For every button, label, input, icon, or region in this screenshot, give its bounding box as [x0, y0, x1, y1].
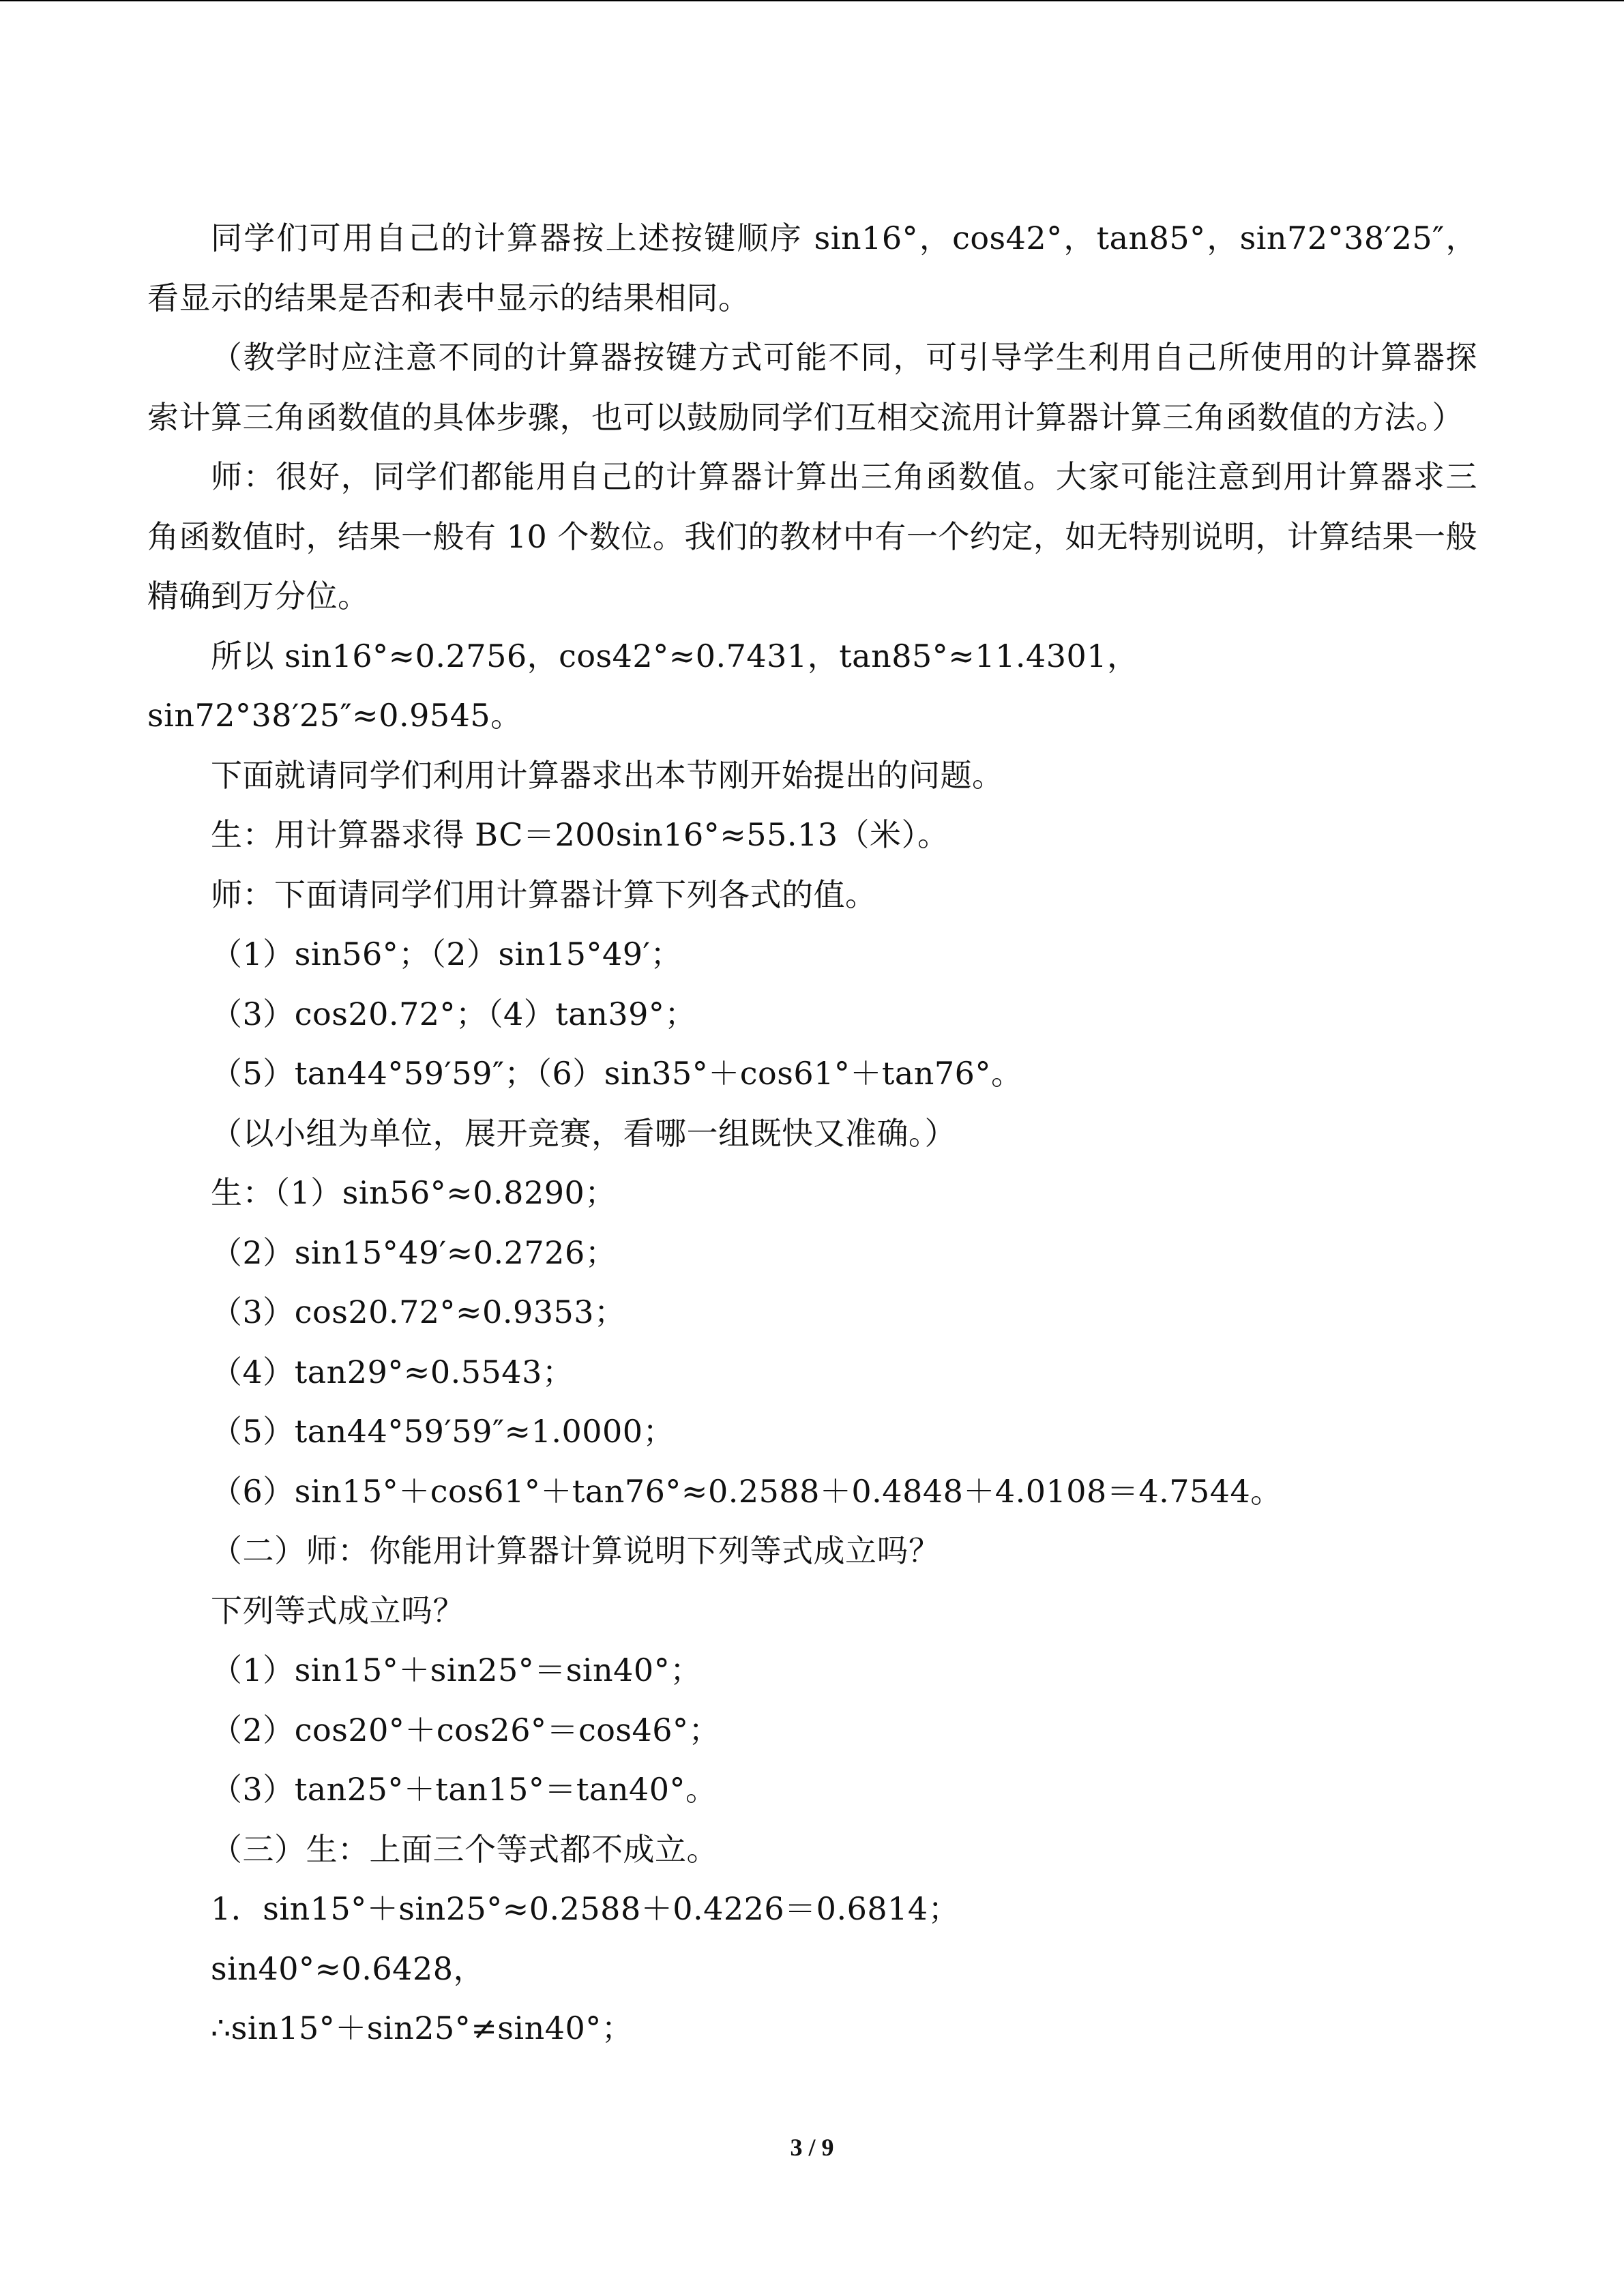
- paragraph: （6）sin15°＋cos61°＋tan76°≈0.2588＋0.4848＋4.0108＝4.7544。: [211, 1472, 1282, 1510]
- page-number: 3 / 9: [790, 2134, 834, 2161]
- paragraph: （1）sin15°＋sin25°＝sin40°；: [211, 1652, 702, 1688]
- paragraph: （2）sin15°49′≈0.2726；: [211, 1234, 617, 1271]
- page-top-border: [0, 0, 1624, 1]
- paragraph: （二）师：你能用计算器计算说明下列等式成立吗？: [211, 1532, 941, 1569]
- paragraph: sin40°≈0.6428，: [211, 1950, 485, 1987]
- paragraph: 师：下面请同学们用计算器计算下列各式的值。: [211, 876, 877, 913]
- paragraph: 下列等式成立吗？: [211, 1592, 464, 1629]
- paragraph: 师：很好，同学们都能用自己的计算器计算出三角函数值。大家可能注意到用计算器求三角函数值时，结果一般有 10 个数位。我们的教材中有一个约定，如无特别说明，计算结果一般精确到万分位。: [147, 458, 1477, 614]
- paragraph: （三）生：上面三个等式都不成立。: [211, 1830, 718, 1868]
- paragraph: （3）tan25°＋tan15°＝tan40°。: [211, 1771, 718, 1808]
- paragraph: （以小组为单位，展开竞赛，看哪一组既快又准确。）: [211, 1114, 956, 1152]
- paragraph: （教学时应注意不同的计算器按键方式可能不同，可引导学生利用自己所使用的计算器探索计算三角函数值的具体步骤，也可以鼓励同学们互相交流用计算器计算三角函数值的方法。）: [147, 339, 1477, 436]
- paragraph: （1）sin56°；（2）sin15°49′；: [211, 936, 682, 972]
- paragraph: 生：用计算器求得 BC＝200sin16°≈55.13（米）。: [211, 816, 949, 853]
- paragraph: ∴sin15°＋sin25°≠sin40°；: [211, 2010, 634, 2046]
- paragraph: （4）tan29°≈0.5543；: [211, 1353, 574, 1390]
- paragraph: （3）cos20.72°≈0.9353；: [211, 1294, 626, 1330]
- paragraph: 生：（1）sin56°≈0.8290；: [211, 1174, 617, 1211]
- paragraph: 所以 sin16°≈0.2756，cos42°≈0.7431，tan85°≈11.4301，sin72°38′25″≈0.9545。: [147, 637, 1139, 734]
- document-body: [147, 209, 1477, 2059]
- paragraph: 同学们可用自己的计算器按上述按键顺序 sin16°，cos42°，tan85°，sin72°38′25″，看显示的结果是否和表中显示的结果相同。: [147, 220, 1477, 316]
- paragraph: （5）tan44°59′59″；（6）sin35°＋cos61°＋tan76°。: [211, 1055, 1023, 1092]
- paragraph: （5）tan44°59′59″≈1.0000；: [211, 1413, 675, 1450]
- paragraph: （3）cos20.72°；（4）tan39°；: [211, 995, 696, 1032]
- paragraph: 1．sin15°＋sin25°≈0.2588＋0.4226＝0.6814；: [211, 1890, 960, 1927]
- paragraph: 下面就请同学们利用计算器求出本节刚开始提出的问题。: [211, 756, 1004, 794]
- paragraph: （2）cos20°＋cos26°＝cos46°；: [211, 1711, 721, 1748]
